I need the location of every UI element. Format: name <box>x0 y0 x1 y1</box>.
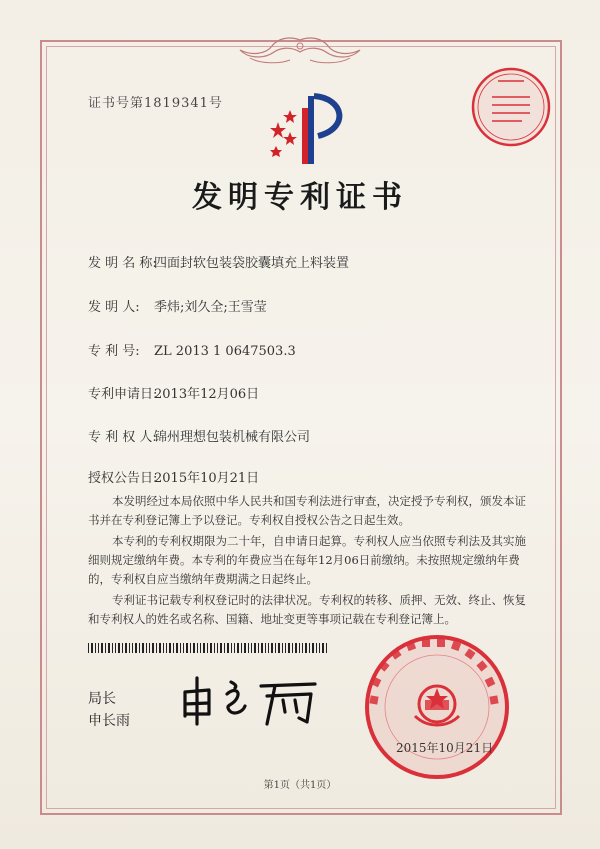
paragraph-record: 专利证书记载专利权登记时的法律状况。专利权的转移、质押、无效、终止、恢复和专利权人的姓名或名称、国籍、地址变更等事项记载在专利登记簿上。 <box>88 593 526 626</box>
field-value: 2015年10月21日 <box>154 471 260 486</box>
field-label: 专 利 号: <box>88 344 140 359</box>
field-inventors <box>88 296 267 315</box>
certificate-number: 证书号第1819341号 <box>88 96 223 111</box>
handwritten-signature <box>175 670 325 730</box>
field-label: 授权公告日: <box>88 471 158 486</box>
field-label: 专 利 权 人: <box>88 430 157 445</box>
field-grant-date <box>88 467 259 486</box>
field-value: ZL 2013 1 0647503.3 <box>154 344 296 359</box>
field-label: 专利申请日: <box>88 387 158 402</box>
field-value: 季炜;刘久全;王雪莹 <box>154 300 267 315</box>
paragraph-term: 本专利的专利权期限为二十年，自申请日起算。专利权人应当依照专利法及其实施细则规定缴纳年费。本专利的年费应当在每年12月06日前缴纳。未按照规定缴纳年费的，专利权自应当缴纳年费期满之日起终止。 <box>88 534 526 586</box>
field-value: 锦州理想包装机械有限公司 <box>154 430 311 445</box>
paragraph-grant: 本发明经过本局依照中华人民共和国专利法进行审查，决定授予专利权，颁发本证书并在专利登记簿上予以登记。专利权自授权公告之日起生效。 <box>88 494 526 527</box>
patent-office-emblem-icon <box>268 88 364 166</box>
director-title: 局长 <box>88 691 116 707</box>
field-invention-name <box>88 252 349 271</box>
field-label: 发 明 名 称: <box>88 256 157 271</box>
top-ornament-icon <box>220 34 380 68</box>
field-value: 四面封软包装袋胶囊填充上料装置 <box>154 256 350 271</box>
tax-stamp-seal-icon <box>470 66 552 148</box>
field-label: 发 明 人: <box>88 300 140 315</box>
barcode-icon <box>88 643 328 653</box>
field-patent-number <box>88 340 296 359</box>
director-name: 申长雨 <box>88 713 130 729</box>
field-application-date <box>88 383 259 402</box>
page-footer: 第1页（共1页） <box>263 780 337 791</box>
field-value: 2013年12月06日 <box>154 387 260 402</box>
issue-date: 2015年10月21日 <box>396 741 494 755</box>
field-patentee <box>88 426 310 445</box>
certificate-title: 发明专利证书 <box>192 180 408 215</box>
patent-office-seal-icon <box>362 632 512 782</box>
